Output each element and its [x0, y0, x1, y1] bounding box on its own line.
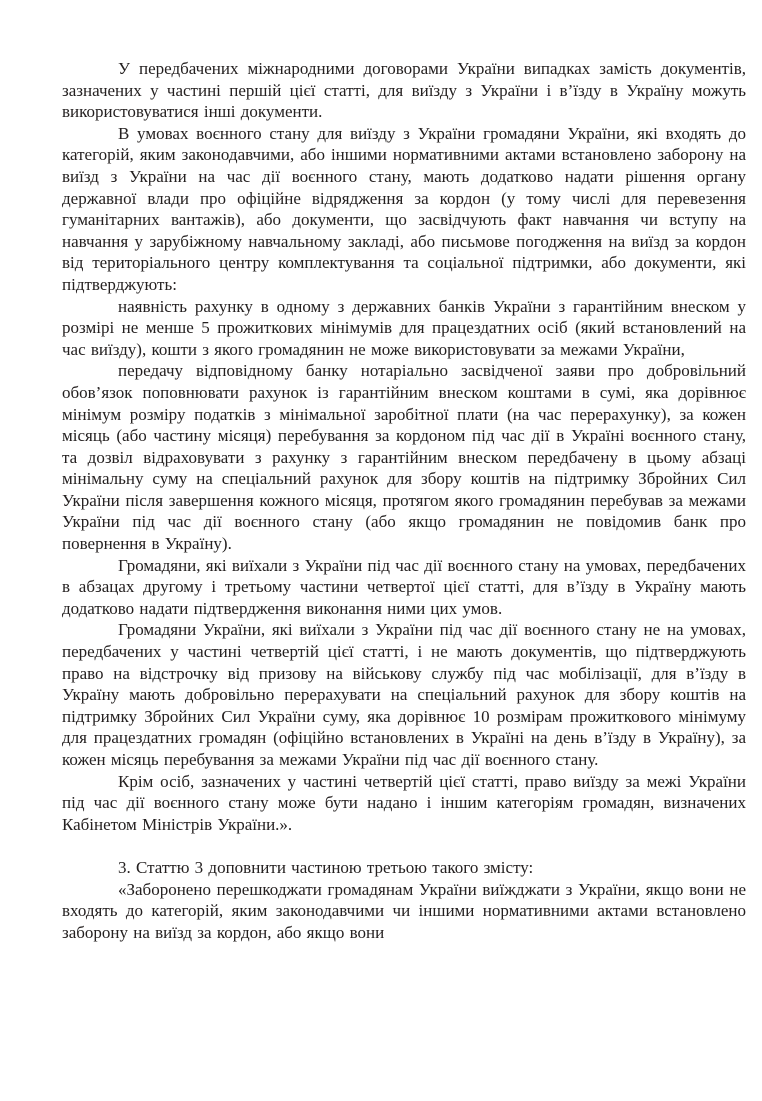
- paragraph-prohibition: «Заборонено перешкоджати громадянам України виїжджати з України, якщо вони не входять до категорій, яким законодавчими чи іншими нормативними актами встановлено заборону на виїзд за кордон, або якщо вони: [62, 879, 746, 942]
- paragraph-bank-account: наявність рахунку в одному з державних банків України з гарантійним внеском у розмірі не менше 5 прожиткових мінімумів для працездатних осіб (який встановлений на час виїзду), кошти з якого громадянин не може використовувати за межами України,: [62, 296, 746, 359]
- document-text-block: [62, 58, 746, 943]
- paragraph-intl-treaties: У передбачених міжнародними договорами України випадках замість документів, зазначених у частині першій цієї статті, для виїзду з України і в’їзду в Україну можуть використовуватися інші документи.: [62, 59, 746, 122]
- paragraph-notarized-statement: передачу відповідному банку нотаріально засвідченої заяви про добровільний обов’язок поповнювати рахунок із гарантійним внеском коштами в сумі, яка дорівнює мінімум розміру податків з мінімальної заробітної плати (на час перерахунку), за кожен місяць (або частину місяця) перебування за кордоном під час дії в Україні воєнного стану, та дозвіл відраховувати з рахунку з гарантійним внеском передбачену в цьому абзаці мінімальну суму на спеціальний рахунок для збору коштів на підтримку Збройних Сил України після завершення кожного місяця, протягом якого громадянин перебував за межами України під час дії воєнного стану (або якщо громадянин не повідомив банк про повернення в Україну).: [62, 361, 746, 554]
- paragraph-voluntary-transfer: Громадяни України, які виїхали з України під час дії воєнного стану не на умовах, передбачених у частині четвертій цієї статті, і не мають документів, що підтверджують право на відстрочку від призову на військову службу під час мобілізації, для в’їзду в Україну мають добровільно перерахувати на спеціальний рахунок для збору коштів на підтримку Збройних Сил України суму, яка дорівнює 10 розмірам прожиткового мінімуму для працездатних громадян (офіційно встановлених в Україні на день в’їзду в Україну), за кожен місяць перебування за межами України під час дії воєнного стану.: [62, 620, 746, 769]
- paragraph-reentry-confirmation: Громадяни, які виїхали з України під час дії воєнного стану на умовах, передбачених в абзацах другому і третьому частини четвертої цієї статті, для в’їзду в Україну мають додатково надати підтвердження виконання ними цих умов.: [62, 555, 746, 618]
- paragraph-martial-law-exit: В умовах воєнного стану для виїзду з України громадяни України, які входять до категорій, яким законодавчими, або іншими нормативними актами встановлено заборону на виїзд з України на час дії воєнного стану, мають додатково надати рішення органу державної влади про офіційне відрядження за кордон (у тому числі для перевезення гуманітарних вантажів), або документи, що засвідчують факт навчання чи вступу на навчання у зарубіжному навчальному закладі, або письмове погодження на виїзд за кордон від територіального центру комплектування та соціальної підтримки, або документи, які підтверджують:: [62, 123, 746, 294]
- paragraph-item-3-heading: 3. Статтю 3 доповнити частиною третьою такого змісту:: [118, 857, 534, 877]
- paragraph-other-categories: Крім осіб, зазначених у частині четвертій цієї статті, право виїзду за межі України під час дії воєнного стану може бути надано і іншим категоріям громадян, визначених Кабінетом Міністрів України.».: [62, 771, 746, 834]
